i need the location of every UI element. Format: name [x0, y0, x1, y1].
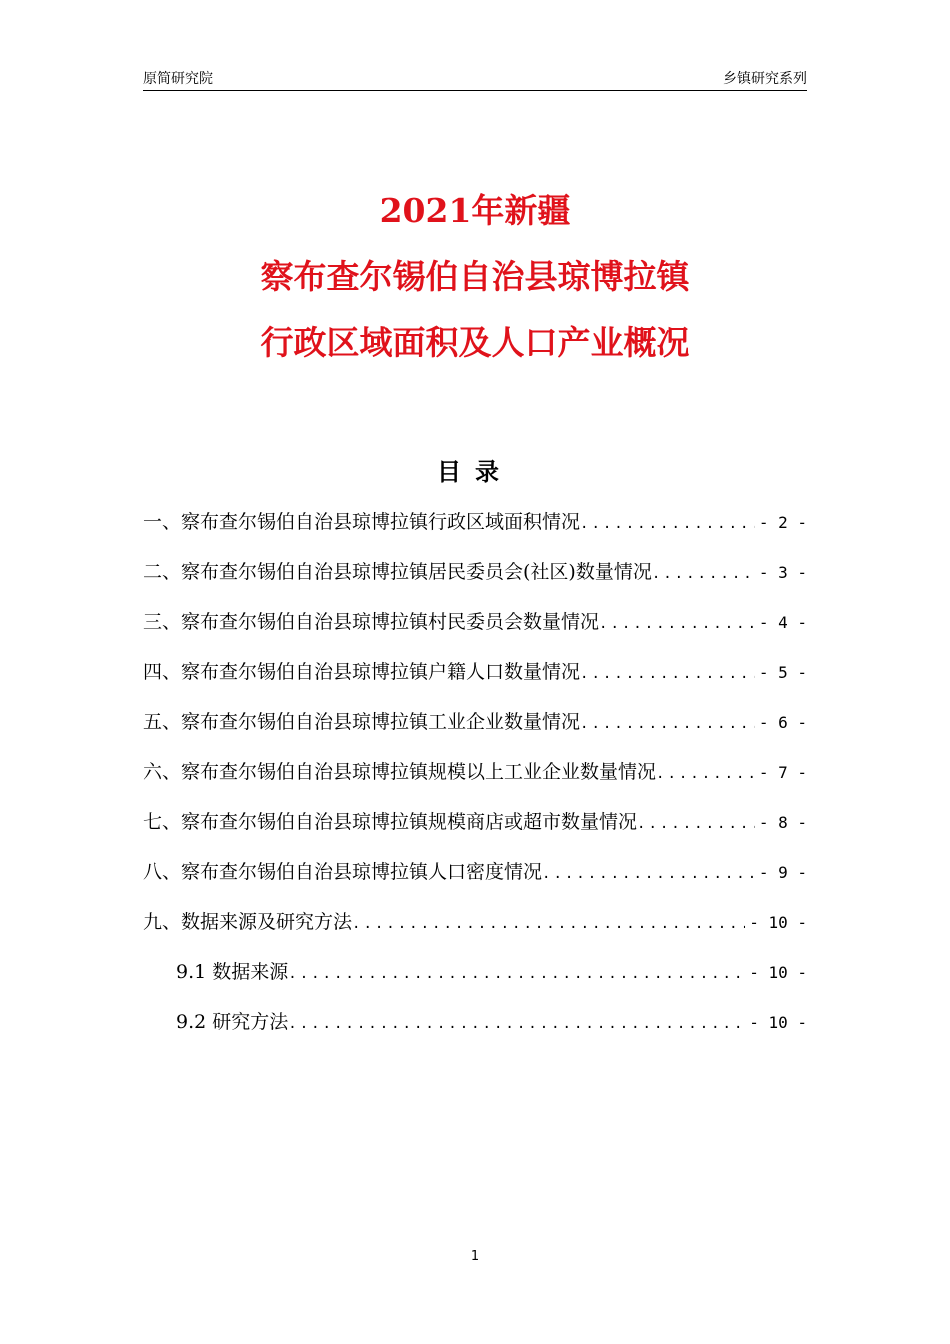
- toc-leader-dots: [288, 954, 745, 994]
- page-number: 1: [470, 1249, 480, 1264]
- toc-entry-label: 七、察布查尔锡伯自治县琼博拉镇规模商店或超市数量情况: [143, 811, 638, 833]
- toc-entry-label: 一、察布查尔锡伯自治县琼博拉镇行政区域面积情况: [143, 511, 581, 533]
- toc-entry-label: 9.2 研究方法: [176, 1011, 289, 1033]
- toc-entry[interactable]: [143, 752, 807, 802]
- toc-leader-dots: [542, 854, 755, 894]
- header-right-text: 乡镇研究系列: [723, 71, 807, 87]
- toc-leader-dots: [580, 504, 755, 544]
- page-header: [143, 68, 807, 91]
- toc-leader-dots: [352, 904, 745, 944]
- toc-entry-label: 五、察布查尔锡伯自治县琼博拉镇工业企业数量情况: [143, 711, 581, 733]
- toc-leader-dots: [599, 604, 755, 644]
- toc-entry-label: 二、察布查尔锡伯自治县琼博拉镇居民委员会(社区)数量情况: [143, 561, 652, 583]
- title-line-3: 行政区域面积及人口产业概况: [260, 323, 690, 362]
- toc-entry[interactable]: [143, 602, 807, 652]
- toc-entry-page: - 2 -: [758, 513, 807, 532]
- toc-heading: 目录: [437, 458, 513, 486]
- toc-subentry[interactable]: [143, 1002, 807, 1052]
- toc-entry[interactable]: [143, 802, 807, 852]
- toc-entry-label: 四、察布查尔锡伯自治县琼博拉镇户籍人口数量情况: [143, 661, 581, 683]
- toc-entry[interactable]: [143, 902, 807, 952]
- toc-leader-dots: [656, 754, 755, 794]
- toc-entry-page: - 10 -: [749, 913, 807, 932]
- document-title: [0, 178, 950, 376]
- toc-entry-page: - 8 -: [758, 813, 807, 832]
- toc-entry-page: - 10 -: [749, 963, 807, 982]
- toc-leader-dots: [652, 554, 755, 594]
- title-line-2: 察布查尔锡伯自治县琼博拉镇: [260, 257, 690, 296]
- toc-entry-label: 三、察布查尔锡伯自治县琼博拉镇村民委员会数量情况: [143, 611, 600, 633]
- toc-entry[interactable]: [143, 502, 807, 552]
- toc-leader-dots: [580, 654, 755, 694]
- toc-entry-label: 八、察布查尔锡伯自治县琼博拉镇人口密度情况: [143, 861, 543, 883]
- toc-entry-label: 9.1 数据来源: [176, 961, 289, 983]
- toc-entry-page: - 6 -: [758, 713, 807, 732]
- toc-entry-label: 九、数据来源及研究方法: [143, 911, 353, 933]
- toc-entry-page: - 4 -: [758, 613, 807, 632]
- toc-leader-dots: [288, 1004, 745, 1044]
- toc-entry-page: - 7 -: [758, 763, 807, 782]
- table-of-contents: [143, 502, 807, 1052]
- toc-leader-dots: [637, 804, 755, 844]
- toc-leader-dots: [580, 704, 755, 744]
- toc-entry-page: - 10 -: [749, 1013, 807, 1032]
- toc-entry[interactable]: [143, 552, 807, 602]
- title-line-1: 2021年新疆: [379, 191, 571, 230]
- toc-entry-label: 六、察布查尔锡伯自治县琼博拉镇规模以上工业企业数量情况: [143, 761, 657, 783]
- toc-entry[interactable]: [143, 852, 807, 902]
- toc-entry-page: - 5 -: [758, 663, 807, 682]
- toc-entry[interactable]: [143, 702, 807, 752]
- toc-entry[interactable]: [143, 652, 807, 702]
- toc-subentry[interactable]: [143, 952, 807, 1002]
- toc-entry-page: - 3 -: [758, 563, 807, 582]
- toc-entry-page: - 9 -: [758, 863, 807, 882]
- header-left-text: 原简研究院: [143, 71, 213, 87]
